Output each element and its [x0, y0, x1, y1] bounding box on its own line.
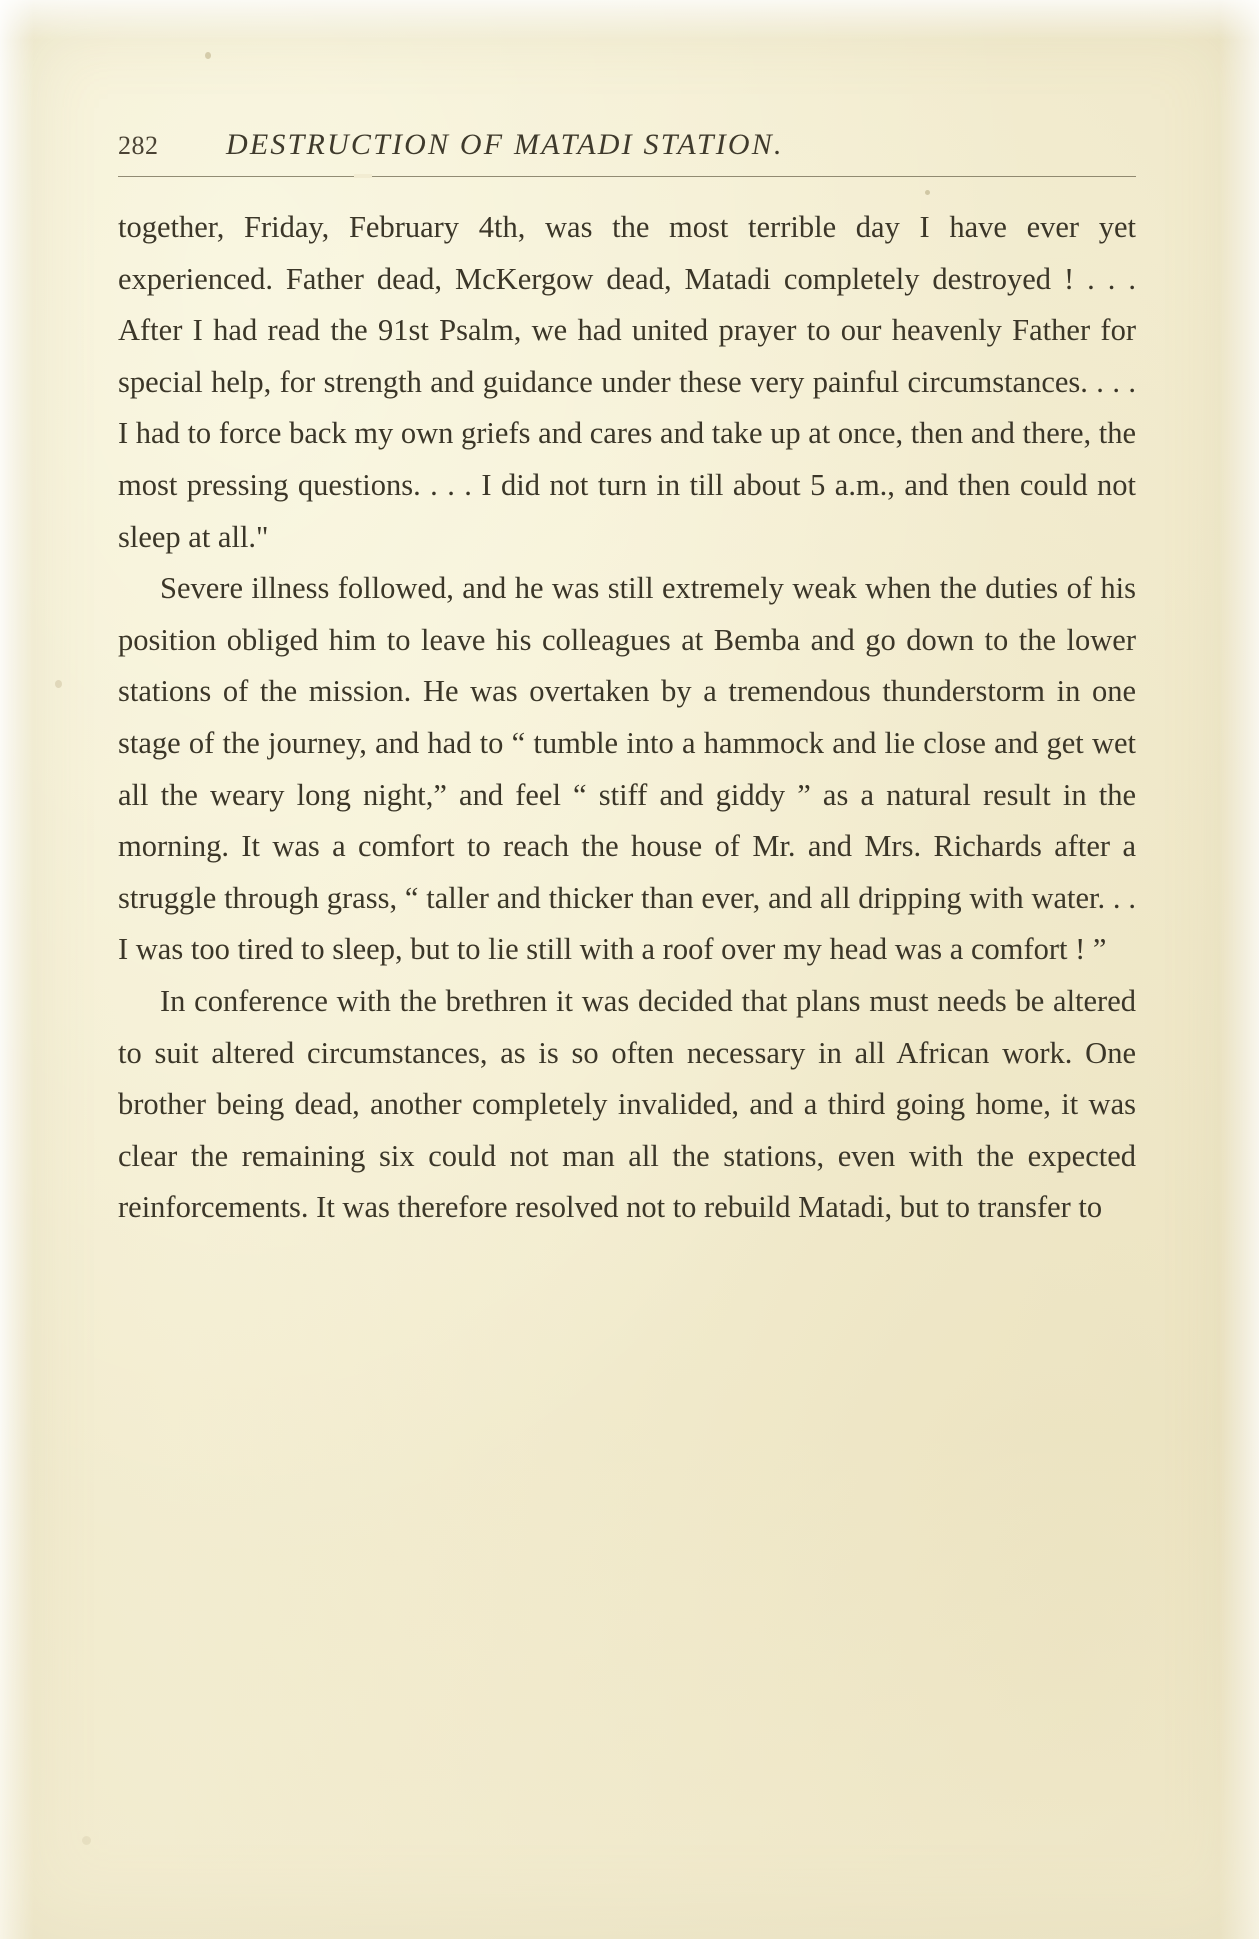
paragraph: together, Friday, February 4th, was the most terrible day I have ever yet experienced. Father dead, McKergow dead, Matadi completely destroyed ! . . . After I had read the 91st Psalm, we had united prayer to our heavenly Father for special help, for strength and guidance under these very painful circumstances. . . . I had to force back my own griefs and cares and take up at once, then and there, the most pressing questions. . . . I did not turn in till about 5 a.m., and then could not sleep at all.": [118, 210, 1136, 554]
paper-speck: [925, 190, 930, 195]
page-header: [118, 128, 1136, 162]
page-content: [118, 128, 1136, 1225]
page-edge-top-shading: [0, 0, 1259, 40]
page-edge-right-shading: [1219, 0, 1259, 1939]
header-rule-gap: [354, 174, 372, 178]
paper-speck: [82, 1836, 91, 1845]
page-edge-left-shading: [0, 0, 34, 1939]
header-rule: [118, 176, 1136, 177]
page-number: 282: [118, 131, 159, 160]
paper-speck: [205, 52, 211, 59]
paragraph: In conference with the brethren it was decided that plans must needs be altered to suit altered circumstances, as is so often necessary in all African work. One brother being dead, another completely invalided, and a third going home, it was clear the remaining six could not man all the stations, even with the expected reinforcements. It was therefore resolved not to rebuild Matadi, but to transfer to: [118, 983, 1136, 1225]
paper-speck: [55, 680, 62, 688]
paragraph: Severe illness followed, and he was still extremely weak when the duties of his position obliged him to leave his colleagues at Bemba and go down to the lower stations of the mission. He was overtaken by a tremendous thunderstorm in one stage of the journey, and had to “ tumble into a hammock and lie close and get wet all the weary long night,” and feel “ stiff and giddy ” as a natural result in the morning. It was a comfort to reach the house of Mr. and Mrs. Richards after a struggle through grass, “ taller and thicker than ever, and all dripping with water. . . I was too tired to sleep, but to lie still with a roof over my head was a comfort ! ”: [118, 571, 1136, 967]
body-text: [118, 202, 1136, 1234]
ink-fade-overlay: [0, 1419, 1259, 1939]
running-head: DESTRUCTION OF MATADI STATION.: [226, 128, 784, 161]
